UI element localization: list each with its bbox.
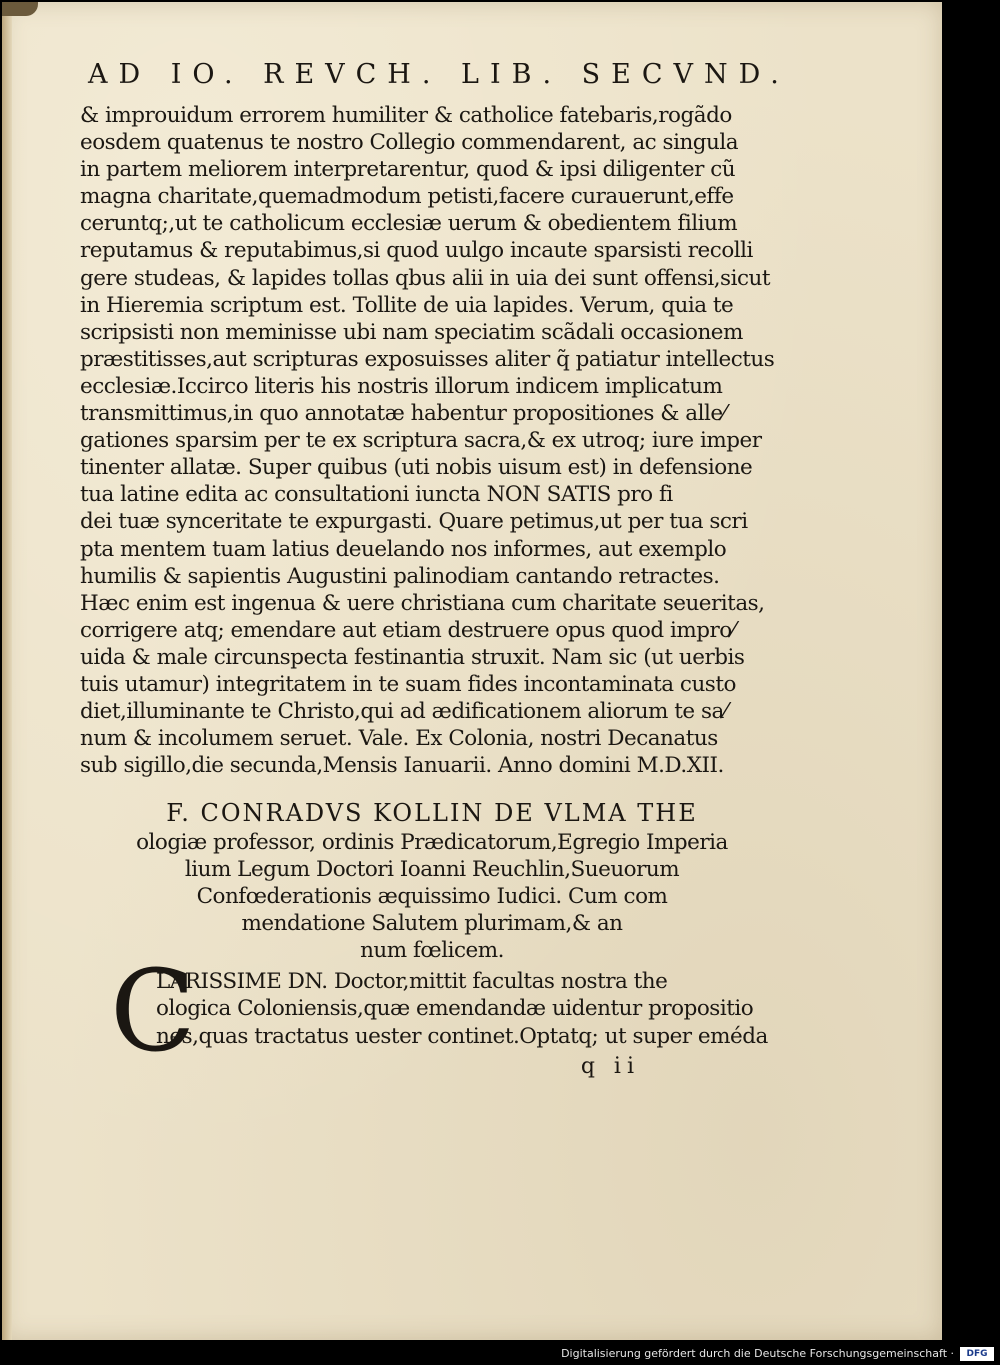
heading-line: Confœderationis æquissimo Iudici. Cum com: [196, 884, 668, 910]
body-line: in partem meliorem interpretarentur, quod & ipsi diligenter cũ: [80, 157, 736, 183]
page-binding-edge: [2, 2, 12, 1340]
body-line: tuis utamur) integritatem in te suam fides incontaminata custo: [80, 671, 736, 697]
text-block: [80, 54, 790, 1082]
letter-line: nes,quas tractatus uester continet.Optatq; ut super eméda: [156, 1023, 768, 1049]
body-line: reputamus & reputabimus,si quod uulgo incaute sparsisti recolli: [80, 238, 753, 264]
body-line: ecclesiæ.Iccirco literis his nostris illorum indicem implicatum: [80, 373, 723, 399]
body-text: [80, 102, 775, 779]
heading-line: num fœlicem.: [360, 938, 504, 964]
body-line: Hæc enim est ingenua & uere christiana cum charitate seueritas,: [80, 590, 765, 616]
body-line: humilis & sapientis Augustini palinodiam cantando retractes.: [80, 563, 720, 589]
body-line: magna charitate,quemadmodum petisti,facere curauerunt,effe: [80, 184, 734, 210]
body-line: eosdem quatenus te nostro Collegio commendarent, ac singula: [80, 130, 739, 156]
heading-line: F. CONRADVS KOLLIN DE VLMA THE: [166, 799, 698, 828]
body-line: & improuidum errorem humiliter & catholice fatebaris,rogãdo: [80, 103, 732, 128]
heading-line: ologiæ professor, ordinis Prædicatorum,Egregio Imperia: [136, 830, 728, 856]
body-line: tinenter allatæ. Super quibus (uti nobis uisum est) in defensione: [80, 455, 753, 481]
running-head: AD IO. REVCH. LIB. SECVND.: [88, 59, 790, 90]
letter-heading: [80, 797, 760, 964]
body-line: scripsisti non meminisse ubi nam speciatim scãdali occasionem: [80, 319, 743, 345]
funding-credit: Digitalisierung gefördert durch die Deutsche Forschungsgemeinschaft ·: [561, 1347, 954, 1360]
body-line: tua latine edita ac consultationi iuncta NON SATIS pro fi: [80, 482, 673, 508]
letter-line: ologica Coloniensis,quæ emendandæ uidentur propositio: [156, 996, 754, 1022]
body-line: gationes sparsim per te ex scriptura sacra,& ex utroq; iure imper: [80, 428, 762, 454]
footer-bar: [0, 1344, 1000, 1365]
heading-line: lium Legum Doctori Ioanni Reuchlin,Sueuorum: [184, 857, 680, 883]
body-line: dei tuæ synceritate te expurgasti. Quare petimus,ut per tua scri: [80, 509, 748, 535]
scanned-page: [2, 2, 942, 1340]
heading-line: mendatione Salutem plurimam,& an: [241, 911, 623, 937]
body-line: num & incolumem seruet. Vale. Ex Colonia, nostri Decanatus: [80, 726, 718, 752]
dfg-logo: DFG: [960, 1347, 994, 1361]
body-line: transmittimus,in quo annotatæ habentur propositiones & alle⁄: [80, 401, 726, 427]
signature-mark: q ii: [580, 1053, 640, 1079]
corner-damage-mark: [2, 2, 38, 16]
body-line: ceruntq;,ut te catholicum ecclesiæ uerum & obedientem filium: [80, 211, 738, 237]
body-line: præstitisses,aut scripturas exposuisses aliter q̃ patiatur intellectus: [80, 346, 775, 372]
body-line: gere studeas, & lapides tollas qbus alii in uia dei sunt offensi,sicut: [80, 265, 770, 291]
body-line: sub sigillo,die secunda,Mensis Ianuarii. Anno domini M.D.XII.: [80, 753, 724, 779]
drop-cap-initial: C: [110, 947, 196, 1078]
body-line: uida & male circunspecta festinantia struxit. Nam sic (ut uerbis: [80, 644, 745, 670]
body-line: in Hieremia scriptum est. Tollite de uia lapides. Verum, quia te: [80, 292, 734, 318]
body-line: diet,illuminante te Christo,qui ad ædificationem aliorum te sa⁄: [80, 699, 727, 725]
letter-line: LARISSIME DN. Doctor,mittit facultas nostra the: [156, 969, 668, 995]
body-line: corrigere atq; emendare aut etiam destruere opus quod impro⁄: [80, 617, 735, 643]
body-line: pta mentem tuam latius deuelando nos informes, aut exemplo: [80, 536, 727, 562]
